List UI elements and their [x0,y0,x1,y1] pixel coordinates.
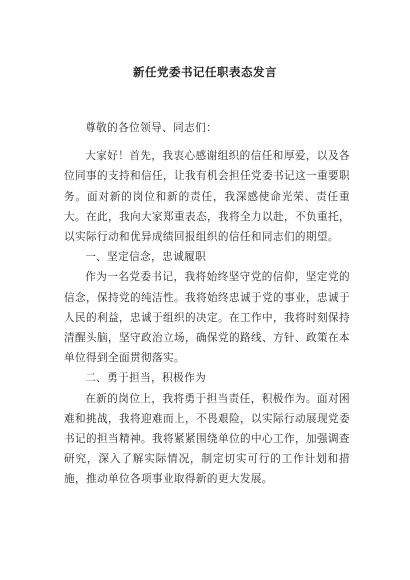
paragraph: 作为一名党委书记，我将始终坚守党的信仰，坚定党的信念，保持党的纯洁性。我将始终忠诚于党的事业，忠诚于人民的利益，忠诚于组织的决定。在工作中，我将时刻保持清醒头脑，坚守政治立场，确保党的路线、方针、政策在本单位得到全面贯彻落实。 [64,271,350,365]
section-heading: 二、勇于担当，积极作为 [85,372,207,385]
document-title: 新任党委书记任职表态发言 [133,65,277,79]
paragraph: 大家好！首先，我衷心感谢组织的信任和厚爱，以及各位同事的支持和信任，让我有机会担任党委书记这一重要职务。面对新的岗位和新的责任，我深感使命光荣、责任重大。在此，我向大家郑重表态，我将全力以赴，不负重托，以实际行动和优异成绩回报组织的信任和同志们的期望。 [64,150,350,244]
salutation: 尊敬的各位领导、同志们： [85,122,218,134]
document-body [64,118,350,490]
paragraph: 在新的岗位上，我将勇于担当责任，积极作为。面对困难和挑战，我将迎难而上，不畏艰险，以实际行动展现党委书记的担当精神。我将紧紧围绕单位的中心工作，加强调查研究，深入了解实际情况，制定切实可行的工作计划和措施，推动单位各项事业取得新的更大发展。 [64,392,350,486]
section-heading: 一、坚定信念，忠诚履职 [85,251,207,264]
